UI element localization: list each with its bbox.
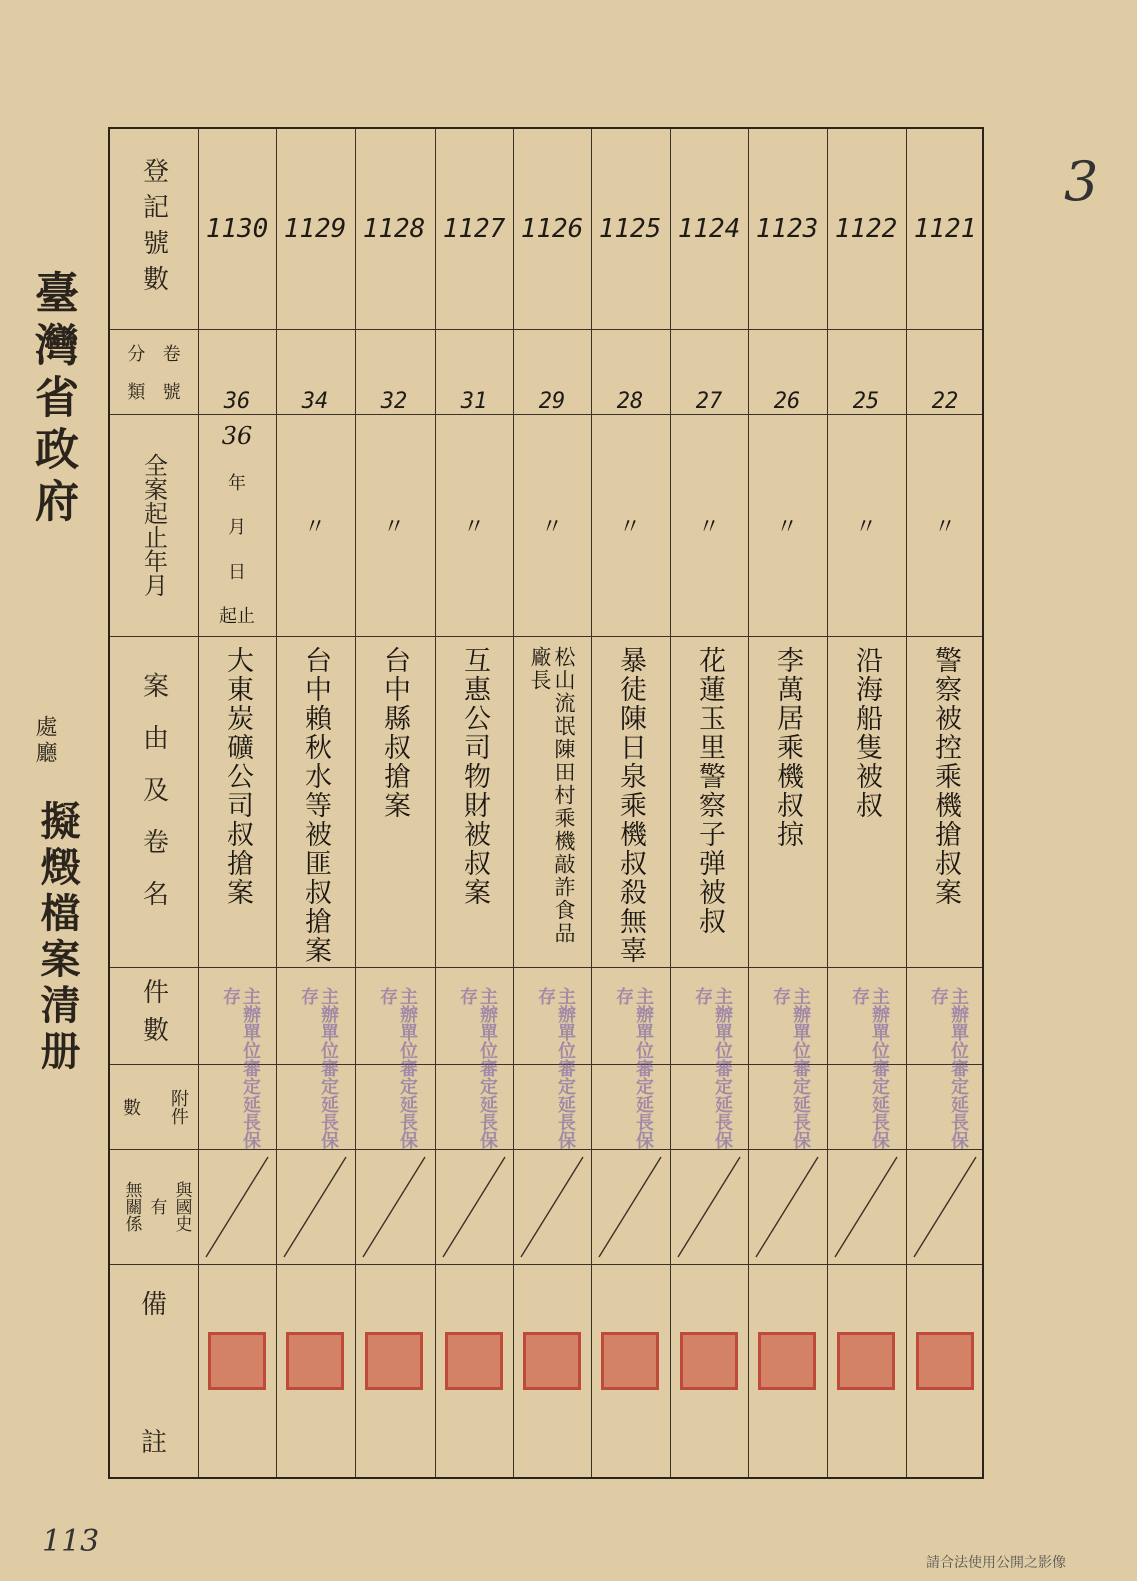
- date-ditto: 〃: [933, 514, 956, 540]
- red-seal: [513, 1264, 591, 1479]
- header-case-title: 案由及卷名: [138, 671, 169, 932]
- usage-notice: 請合法使用公開之影像: [926, 1555, 1066, 1571]
- diagonal-mark: [355, 1149, 433, 1264]
- case-title-text: 暴徒陳日泉乘機叔殺無辜: [615, 646, 646, 965]
- diagonal-mark: [591, 1149, 669, 1264]
- purple-stamp-text: 主辦單位審定延長保存: [928, 987, 969, 1149]
- volume-number: 22: [931, 389, 959, 414]
- case-title: [513, 636, 591, 967]
- case-title-text: 台中賴秋水等被匪叔搶案: [300, 646, 331, 965]
- date-ditto: 〃: [697, 514, 720, 540]
- header-volume-row1: 分 卷: [127, 343, 181, 365]
- diagonal-mark: [513, 1149, 591, 1264]
- date-part-year-unit: 年: [228, 472, 246, 494]
- seal-icon: [680, 1332, 738, 1390]
- diagonal-mark: [198, 1149, 276, 1264]
- red-seal: [276, 1264, 354, 1479]
- slash-icon: [591, 1149, 669, 1264]
- diagonal-mark: [906, 1149, 984, 1264]
- registration-number: 1123: [755, 214, 819, 244]
- diagonal-mark: [670, 1149, 748, 1264]
- date-ditto: 〃: [382, 514, 405, 540]
- diagonal-mark: [435, 1149, 513, 1264]
- purple-stamp-text: 主辦單位審定延長保存: [377, 987, 418, 1149]
- header-attachment-count: 數 附件: [120, 1088, 189, 1125]
- department-label: 處廳: [32, 715, 57, 767]
- slash-icon: [435, 1149, 513, 1264]
- date-ditto: 〃: [854, 514, 877, 540]
- case-title: [355, 636, 433, 967]
- seal-icon: [758, 1332, 816, 1390]
- red-seal: [670, 1264, 748, 1479]
- date-ditto: 〃: [618, 514, 641, 540]
- header-registration-number: 登記號數: [138, 157, 169, 301]
- diagonal-mark: [748, 1149, 826, 1264]
- purple-stamp-text: 主辦單位審定延長保存: [220, 987, 261, 1149]
- header-national-history: 無關係 有 與國史: [121, 1181, 192, 1232]
- purple-stamp-text: 主辦單位審定延長保存: [298, 987, 339, 1149]
- header-date-range: 全案起止年月: [139, 453, 168, 597]
- registration-number: 1122: [834, 214, 898, 244]
- slash-icon: [513, 1149, 591, 1264]
- case-title: [748, 636, 826, 967]
- header-remarks: 備 註: [140, 1290, 167, 1458]
- slash-icon: [198, 1149, 276, 1264]
- date-part-day: 日: [228, 561, 246, 583]
- case-title-text: 松山流氓陳田村乘機敲詐食品廠長: [528, 646, 576, 945]
- case-title-text: 沿海船隻被叔: [851, 646, 882, 820]
- case-title: [670, 636, 748, 967]
- red-seal: [748, 1264, 826, 1479]
- red-seal: [198, 1264, 276, 1479]
- red-seal: [355, 1264, 433, 1479]
- slash-icon: [276, 1149, 354, 1264]
- case-title: [276, 636, 354, 967]
- date-ditto: 〃: [303, 514, 326, 540]
- seal-icon: [286, 1332, 344, 1390]
- case-title: [435, 636, 513, 967]
- register-table: [108, 127, 984, 1479]
- volume-number: 32: [380, 389, 408, 414]
- header-volume-row2: 類 號: [127, 381, 181, 403]
- date-part-month: 月: [228, 517, 246, 538]
- slash-icon: [670, 1149, 748, 1264]
- purple-stamp-text: 主辦單位審定延長保存: [692, 987, 733, 1149]
- volume-number: 34: [301, 389, 329, 414]
- slash-icon: [906, 1149, 984, 1264]
- registration-number: 1121: [913, 214, 977, 244]
- registration-number: 1127: [442, 214, 506, 244]
- slash-icon: [748, 1149, 826, 1264]
- case-title: [906, 636, 984, 967]
- seal-icon: [916, 1332, 974, 1390]
- case-title: [198, 636, 276, 967]
- volume-number: 26: [773, 389, 801, 414]
- slash-icon: [355, 1149, 433, 1264]
- registration-number: 1129: [283, 214, 347, 244]
- purple-stamp-text: 主辦單位審定延長保存: [849, 987, 890, 1149]
- case-title-text: 台中縣叔搶案: [379, 646, 410, 820]
- date-ditto: 〃: [462, 514, 485, 540]
- registration-number: 1126: [520, 214, 584, 244]
- red-seal: [435, 1264, 513, 1479]
- purple-stamp-text: 主辦單位審定延長保存: [535, 987, 576, 1149]
- case-title: [591, 636, 669, 967]
- date-part-start-end: 起止: [219, 606, 255, 627]
- seal-icon: [837, 1332, 895, 1390]
- date-ditto: 〃: [775, 514, 798, 540]
- date-range: [198, 414, 276, 636]
- case-title-text: 互惠公司物財被叔案: [459, 646, 490, 907]
- registration-number: 1130: [205, 214, 269, 244]
- case-title: [827, 636, 905, 967]
- registration-number: 1125: [598, 214, 662, 244]
- page-number: 113: [42, 1524, 100, 1559]
- red-seal: [906, 1264, 984, 1479]
- purple-stamp-text: 主辦單位審定延長保存: [457, 987, 498, 1149]
- volume-number: 27: [695, 389, 723, 414]
- volume-number: 31: [460, 389, 488, 414]
- case-title-text: 花蓮玉里警察子弹被叔: [694, 646, 725, 936]
- red-seal: [827, 1264, 905, 1479]
- issuing-agency: 臺灣省政府: [27, 270, 78, 530]
- page-mark: 3: [1064, 150, 1099, 213]
- seal-icon: [601, 1332, 659, 1390]
- seal-icon: [445, 1332, 503, 1390]
- registration-number: 1128: [362, 214, 426, 244]
- volume-number: 25: [852, 389, 880, 414]
- red-seal: [591, 1264, 669, 1479]
- purple-stamp-text: 主辦單位審定延長保存: [613, 987, 654, 1149]
- purple-stamp-text: 主辦單位審定延長保存: [770, 987, 811, 1149]
- registration-number: 1124: [677, 214, 741, 244]
- volume-number: 36: [223, 389, 251, 414]
- document-title: 擬燬檔案清册: [34, 800, 81, 1076]
- volume-number: 28: [616, 389, 644, 414]
- header-item-count: 件數: [138, 977, 169, 1054]
- diagonal-mark: [276, 1149, 354, 1264]
- volume-number: 29: [538, 389, 566, 414]
- seal-icon: [365, 1332, 423, 1390]
- case-title-text: 大東炭礦公司叔搶案: [222, 646, 253, 907]
- seal-icon: [208, 1332, 266, 1390]
- case-title-text: 警察被控乘機搶叔案: [930, 646, 961, 907]
- seal-icon: [523, 1332, 581, 1390]
- date-ditto: 〃: [540, 514, 563, 540]
- header-volume-category: [110, 329, 198, 414]
- case-title-text: 李萬居乘機叔掠: [772, 646, 803, 849]
- diagonal-mark: [827, 1149, 905, 1264]
- slash-icon: [827, 1149, 905, 1264]
- date-part-year-value: 36: [221, 422, 253, 450]
